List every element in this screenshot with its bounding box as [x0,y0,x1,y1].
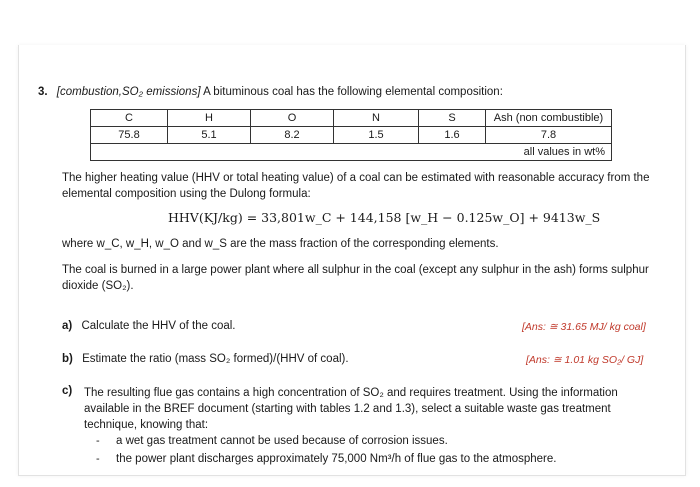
table-values-row [91,127,612,144]
header-c: C [91,110,168,127]
part-c-label: c) [62,385,73,397]
question-number: 3. [38,86,48,98]
bullet-dash-1: - [96,435,100,447]
header-h: H [168,110,251,127]
value-n: 1.5 [334,127,419,144]
part-b [62,353,349,365]
where-text: where w_C, w_H, w_O and w_S are the mass fraction of the corresponding elements. [62,238,499,250]
part-b-answer: [Ans: ≅ 1.01 kg SO₂/ GJ] [526,354,644,366]
part-a [62,320,236,332]
header-s: S [419,110,486,127]
burn-paragraph: The coal is burned in a large power plant where all sulphur in the coal (except any sulphur in the ash) forms sulphur dioxide (SO₂). [62,264,649,292]
question-heading [38,86,503,98]
value-c: 75.8 [91,127,168,144]
table-header-row [91,110,612,127]
part-a-answer: [Ans: ≅ 31.65 MJ/ kg coal] [522,321,646,333]
dulong-formula [168,210,600,225]
value-o: 8.2 [251,127,334,144]
part-c-label-wrap [62,385,72,397]
bullet-1: a wet gas treatment cannot be used because of corrosion issues. [116,435,448,447]
header-ash: Ash (non combustible) [486,110,612,127]
part-b-text: Estimate the ratio (mass SO₂ formed)/(HHV of coal). [82,353,349,365]
hhv-paragraph: The higher heating value (HHV or total heating value) of a coal can be estimated with reasonable accuracy from the elemental composition using the Dulong formula: [62,172,650,200]
header-o: O [251,110,334,127]
table-units-note: all values in wt% [91,144,612,161]
question-tag: [combustion,SO₂ emissions] [56,86,201,98]
question-intro: A bituminous coal has the following elemental composition: [203,86,503,98]
table-note-row [91,144,612,161]
value-s: 1.6 [419,127,486,144]
bullet-2: the power plant discharges approximately 75,000 Nm³/h of flue gas to the atmosphere. [116,453,557,465]
part-b-label: b) [62,353,73,365]
part-a-label: a) [62,320,73,332]
bullet-dash-2: - [96,453,100,465]
header-n: N [334,110,419,127]
part-a-text: Calculate the HHV of the coal. [81,320,236,332]
part-c-text: The resulting flue gas contains a high concentration of SO₂ and requires treatment. Using the information available in the BREF document (starting with tables 1.2 and 1.3), select a suitable waste gas treatment technique, knowing that: [84,387,618,431]
formula-text: HHV(KJ/kg) = 33,801w_C + 144,158 [w_H − 0.125w_O] + 9413w_S [168,210,601,225]
value-h: 5.1 [168,127,251,144]
value-ash: 7.8 [486,127,612,144]
composition-table [90,109,612,161]
